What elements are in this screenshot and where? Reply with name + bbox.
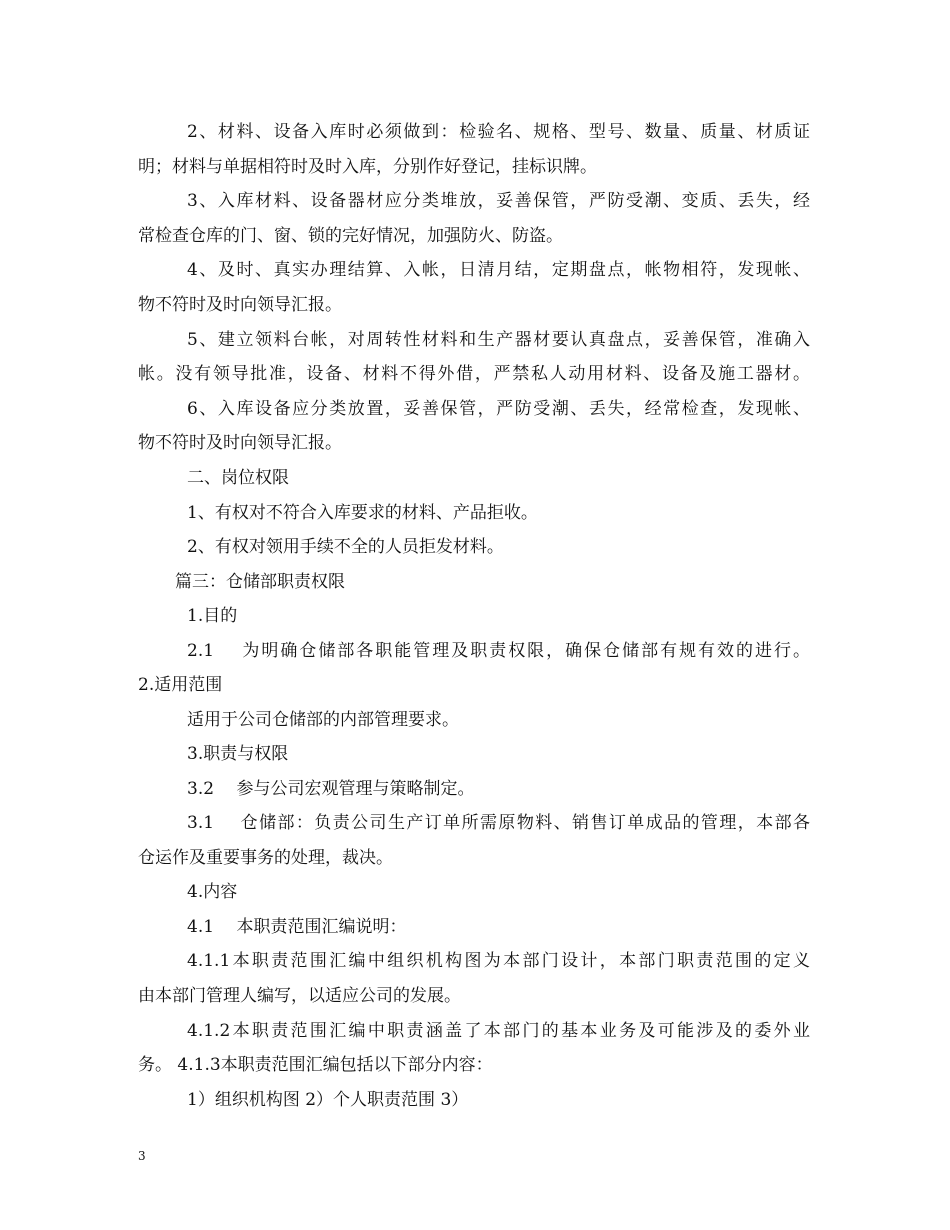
purpose-text: 2.1 为明确仓储部各职能管理及职责权限，确保仓储部有规有效的进行。 xyxy=(187,641,810,661)
heading-content: 4.内容 xyxy=(187,882,238,902)
content-4-1-2-line-2: 务。 4.1.3本职责范围汇编包括以下部分内容： xyxy=(138,1055,493,1075)
responsibility-3-1-line-2: 仓运作及重要事务的处理，裁决。 xyxy=(138,848,393,868)
paragraph-4-line-1: 4、及时、真实办理结算、入帐，日清月结，定期盘点，帐物相符，发现帐、 xyxy=(187,260,810,280)
paragraph-2-line-2: 明；材料与单据相符时及时入库，分别作好登记，挂标识牌。 xyxy=(138,157,597,177)
paragraph-3-line-2: 常检查仓库的门、窗、锁的完好情况，加强防火、防盗。 xyxy=(138,226,563,246)
scope-text: 适用于公司仓储部的内部管理要求。 xyxy=(187,710,459,730)
paragraph-5-line-2: 帐。没有领导批准，设备、材料不得外借，严禁私人动用材料、设备及施工器材。 xyxy=(138,364,810,384)
content-4-1-1-line-1: 4.1.1本职责范围汇编中组织机构图为本部门设计，本部门职责范围的定义 xyxy=(187,951,810,971)
page-number: 3 xyxy=(138,1149,146,1163)
paragraph-2-line-1: 2、材料、设备入库时必须做到：检验名、规格、型号、数量、质量、材质证 xyxy=(187,122,810,142)
heading-scope: 2.适用范围 xyxy=(138,675,223,695)
responsibility-3-1-line-1: 3.1 仓储部：负责公司生产订单所需原物料、销售订单成品的管理，本部各 xyxy=(187,813,810,833)
content-list-line: 1）组织机构图 2）个人职责范围 3） xyxy=(187,1090,469,1110)
paragraph-6-line-2: 物不符时及时向领导汇报。 xyxy=(138,433,342,453)
section-heading-post-authority: 二、岗位权限 xyxy=(187,468,289,488)
content-4-1-1-line-2: 由本部门管理人编写，以适应公司的发展。 xyxy=(138,986,461,1006)
chapter-heading: 篇三：仓储部职责权限 xyxy=(175,572,345,592)
heading-responsibilities: 3.职责与权限 xyxy=(187,744,289,764)
paragraph-4-line-2: 物不符时及时向领导汇报。 xyxy=(138,295,342,315)
paragraph-6-line-1: 6、入库设备应分类放置，妥善保管，严防受潮、丢失，经常检查，发现帐、 xyxy=(187,399,810,419)
authority-item-2: 2、有权对领用手续不全的人员拒发材料。 xyxy=(187,537,504,557)
heading-purpose: 1.目的 xyxy=(187,606,238,626)
paragraph-5-line-1: 5、建立领料台帐，对周转性材料和生产器材要认真盘点，妥善保管，准确入 xyxy=(187,330,810,350)
authority-item-1: 1、有权对不符合入库要求的材料、产品拒收。 xyxy=(187,503,538,523)
content-4-1-2-line-1: 4.1.2本职责范围汇编中职责涵盖了本部门的基本业务及可能涉及的委外业 xyxy=(187,1021,810,1041)
responsibility-3-2: 3.2 参与公司宏观管理与策略制定。 xyxy=(187,779,475,799)
paragraph-3-line-1: 3、入库材料、设备器材应分类堆放，妥善保管，严防受潮、变质、丢失，经 xyxy=(187,191,810,211)
content-4-1: 4.1 本职责范围汇编说明： xyxy=(187,917,407,937)
